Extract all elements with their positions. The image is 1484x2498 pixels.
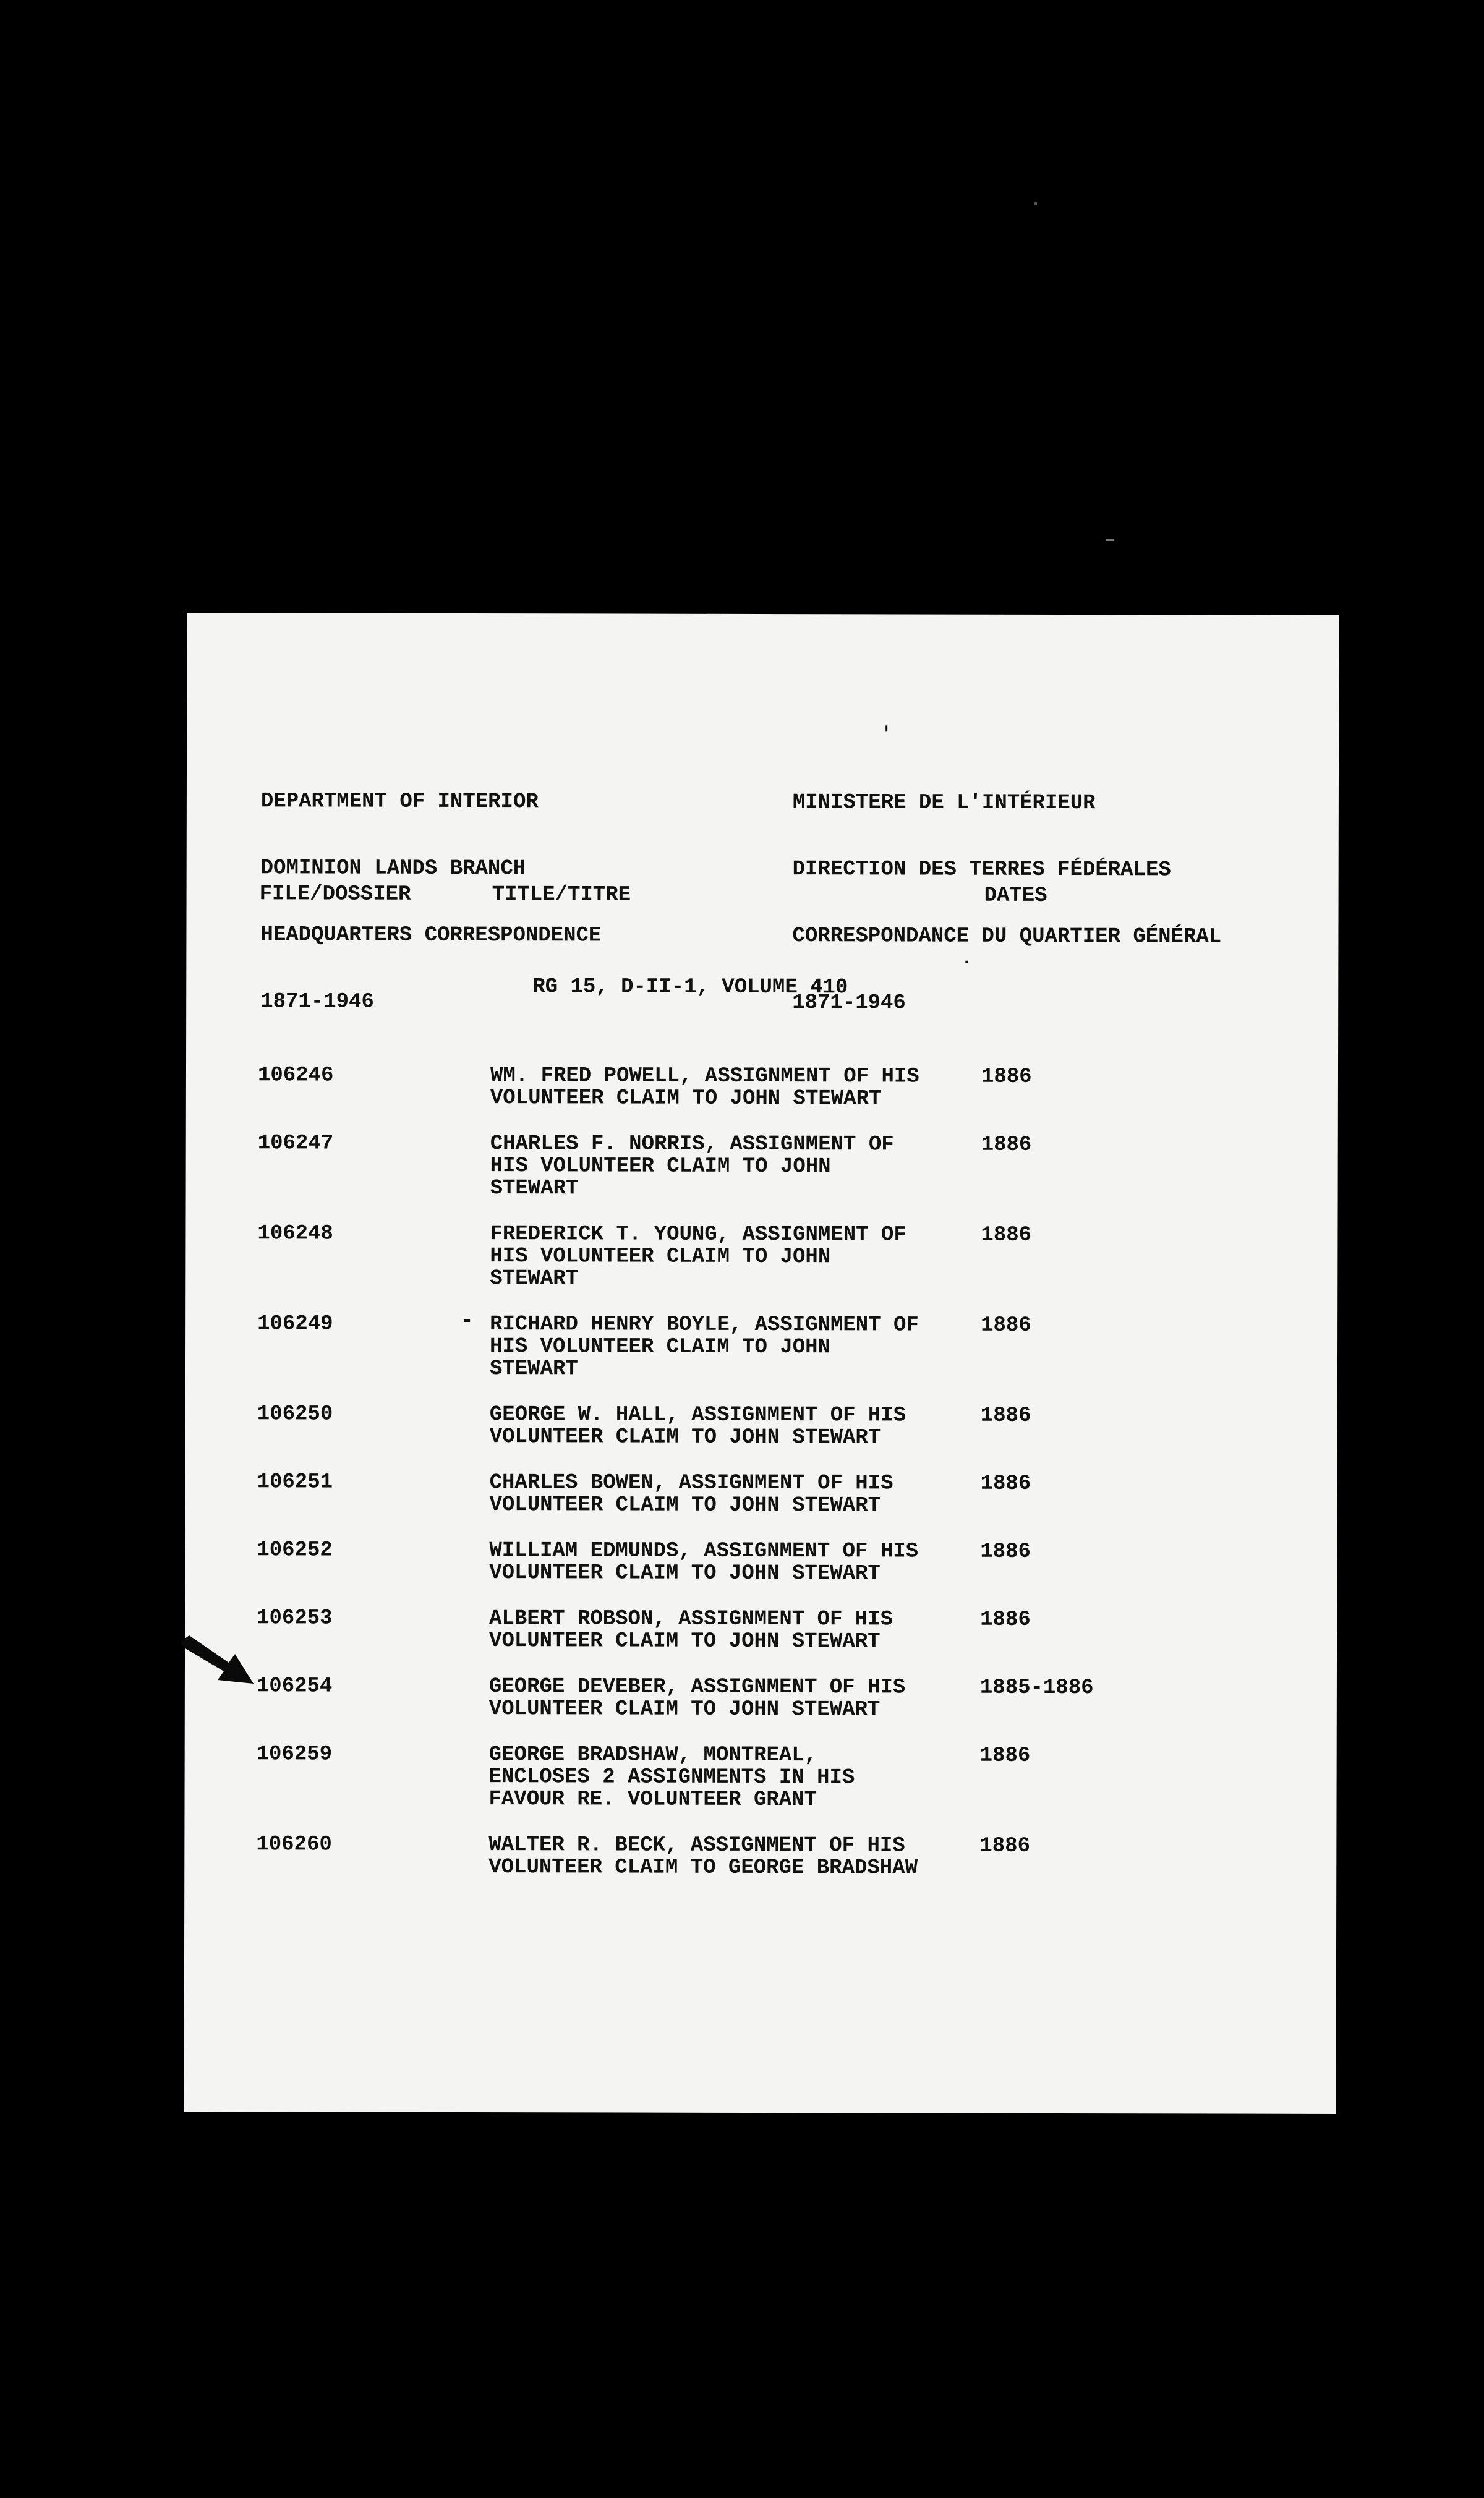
table-row — [185, 1674, 1337, 1722]
file-number: 106254 — [256, 1674, 333, 1699]
table-row — [186, 1402, 1337, 1450]
column-header-title: TITLE/TITRE — [492, 883, 631, 907]
entry-title-line: GEORGE DEVEBER, ASSIGNMENT OF HIS — [488, 1675, 906, 1700]
header-english-line: HEADQUARTERS CORRESPONDENCE — [260, 923, 602, 948]
scan-speck — [1106, 539, 1114, 541]
column-header-dates: DATES — [984, 884, 1047, 908]
entry-title — [488, 1834, 918, 1879]
entry-title — [490, 1223, 906, 1290]
entry-title-line: WALTER R. BECK, ASSIGNMENT OF HIS — [488, 1833, 905, 1858]
entry-dates: 1886 — [981, 1065, 1032, 1089]
entry-dates: 1886 — [980, 1608, 1031, 1632]
entry-title-line: VOLUNTEER CLAIM TO JOHN STEWART — [488, 1697, 881, 1722]
entry-title-line: WM. FRED POWELL, ASSIGNMENT OF HIS — [490, 1064, 919, 1089]
ink-speck — [965, 961, 968, 963]
entry-title-line: RICHARD HENRY BOYLE, ASSIGNMENT OF — [490, 1313, 919, 1337]
entry-title — [490, 1313, 919, 1381]
file-number: 106246 — [257, 1064, 334, 1088]
entry-title-line: VOLUNTEER CLAIM TO JOHN STEWART — [490, 1086, 882, 1111]
entry-title-line: VOLUNTEER CLAIM TO JOHN STEWART — [489, 1629, 881, 1654]
header-french-line: CORRESPONDANCE DU QUARTIER GÉNÉRAL — [792, 924, 1222, 949]
header-english-line: DOMINION LANDS BRANCH — [260, 856, 526, 881]
ink-speck — [464, 1319, 470, 1322]
entry-title-line: FREDERICK T. YOUNG, ASSIGNMENT OF — [490, 1222, 906, 1247]
document-page — [184, 613, 1339, 2114]
entry-title-line: STEWART — [490, 1267, 579, 1291]
entry-dates: 1885-1886 — [979, 1676, 1094, 1700]
table-row — [186, 1470, 1337, 1518]
entry-title — [489, 1540, 918, 1585]
file-number: 106250 — [257, 1402, 333, 1426]
entry-title-line: HIS VOLUNTEER CLAIM TO JOHN — [490, 1245, 831, 1269]
header-french-line: DIRECTION DES TERRES FÉDÉRALES — [792, 858, 1171, 882]
file-number: 106249 — [257, 1312, 333, 1336]
header-english-line: 1871-1946 — [260, 990, 374, 1014]
table-row — [186, 1222, 1337, 1291]
entry-dates: 1886 — [981, 1313, 1031, 1337]
entry-title-line: FAVOUR RE. VOLUNTEER GRANT — [488, 1788, 817, 1812]
entry-title-line: WILLIAM EDMUNDS, ASSIGNMENT OF HIS — [489, 1539, 919, 1564]
entry-title — [489, 1608, 893, 1653]
file-number: 106259 — [256, 1742, 333, 1767]
entry-title-line: CHARLES BOWEN, ASSIGNMENT OF HIS — [489, 1471, 893, 1496]
entry-dates: 1886 — [979, 1744, 1031, 1768]
table-row — [184, 1833, 1336, 1880]
entry-title-line: CHARLES F. NORRIS, ASSIGNMENT OF — [490, 1132, 894, 1157]
scan-speck — [1034, 202, 1037, 205]
table-row — [186, 1132, 1338, 1201]
file-number: 106252 — [257, 1538, 333, 1562]
file-number: 106260 — [256, 1833, 332, 1857]
entry-title-line: VOLUNTEER CLAIM TO JOHN STEWART — [489, 1425, 881, 1450]
entry-title-line: STEWART — [490, 1177, 579, 1201]
table-row — [186, 1064, 1338, 1111]
table-row — [185, 1742, 1337, 1812]
volume-heading: RG 15, D-II-1, VOLUME 410 — [532, 975, 848, 1000]
entry-title — [489, 1472, 893, 1517]
header-english-line: DEPARTMENT OF INTERIOR — [260, 790, 539, 814]
table-row — [185, 1538, 1337, 1586]
entry-title — [490, 1404, 906, 1449]
table-row — [186, 1312, 1337, 1381]
entry-title — [490, 1065, 919, 1110]
file-number: 106247 — [257, 1132, 334, 1156]
header-french-line: MINISTERE DE L'INTÉRIEUR — [792, 791, 1096, 816]
arrow-icon — [181, 1635, 255, 1685]
entry-title-line: VOLUNTEER CLAIM TO GEORGE BRADSHAW — [488, 1856, 918, 1880]
entry-title — [490, 1133, 894, 1200]
entry-dates: 1886 — [980, 1472, 1031, 1496]
header-french-line: 1871-1946 — [792, 991, 906, 1015]
entry-dates: 1886 — [981, 1133, 1032, 1157]
ink-speck — [885, 725, 887, 731]
entry-title-line: GEORGE W. HALL, ASSIGNMENT OF HIS — [489, 1403, 906, 1428]
entry-title-line: GEORGE BRADSHAW, MONTREAL, — [488, 1743, 817, 1768]
entry-title-line: STEWART — [489, 1357, 578, 1381]
file-number: 106251 — [257, 1470, 333, 1494]
file-number: 106248 — [257, 1222, 333, 1246]
file-number: 106253 — [257, 1606, 333, 1631]
entry-dates: 1886 — [979, 1834, 1031, 1858]
entry-title-line: ENCLOSES 2 ASSIGNMENTS IN HIS — [488, 1765, 855, 1790]
entry-title-line: VOLUNTEER CLAIM TO JOHN STEWART — [489, 1561, 881, 1586]
entry-title-line: ALBERT ROBSON, ASSIGNMENT OF HIS — [489, 1607, 893, 1632]
table-row — [185, 1606, 1337, 1654]
entry-title-line: HIS VOLUNTEER CLAIM TO JOHN — [490, 1335, 830, 1360]
entry-dates: 1886 — [980, 1404, 1031, 1428]
entry-dates: 1886 — [980, 1540, 1031, 1564]
entry-dates: 1886 — [981, 1223, 1032, 1247]
entry-title-line: HIS VOLUNTEER CLAIM TO JOHN — [490, 1154, 831, 1179]
entry-title — [488, 1744, 855, 1811]
column-header-file: FILE/DOSSIER — [259, 882, 411, 906]
entry-title-line: VOLUNTEER CLAIM TO JOHN STEWART — [489, 1493, 881, 1518]
entry-title — [489, 1676, 905, 1721]
